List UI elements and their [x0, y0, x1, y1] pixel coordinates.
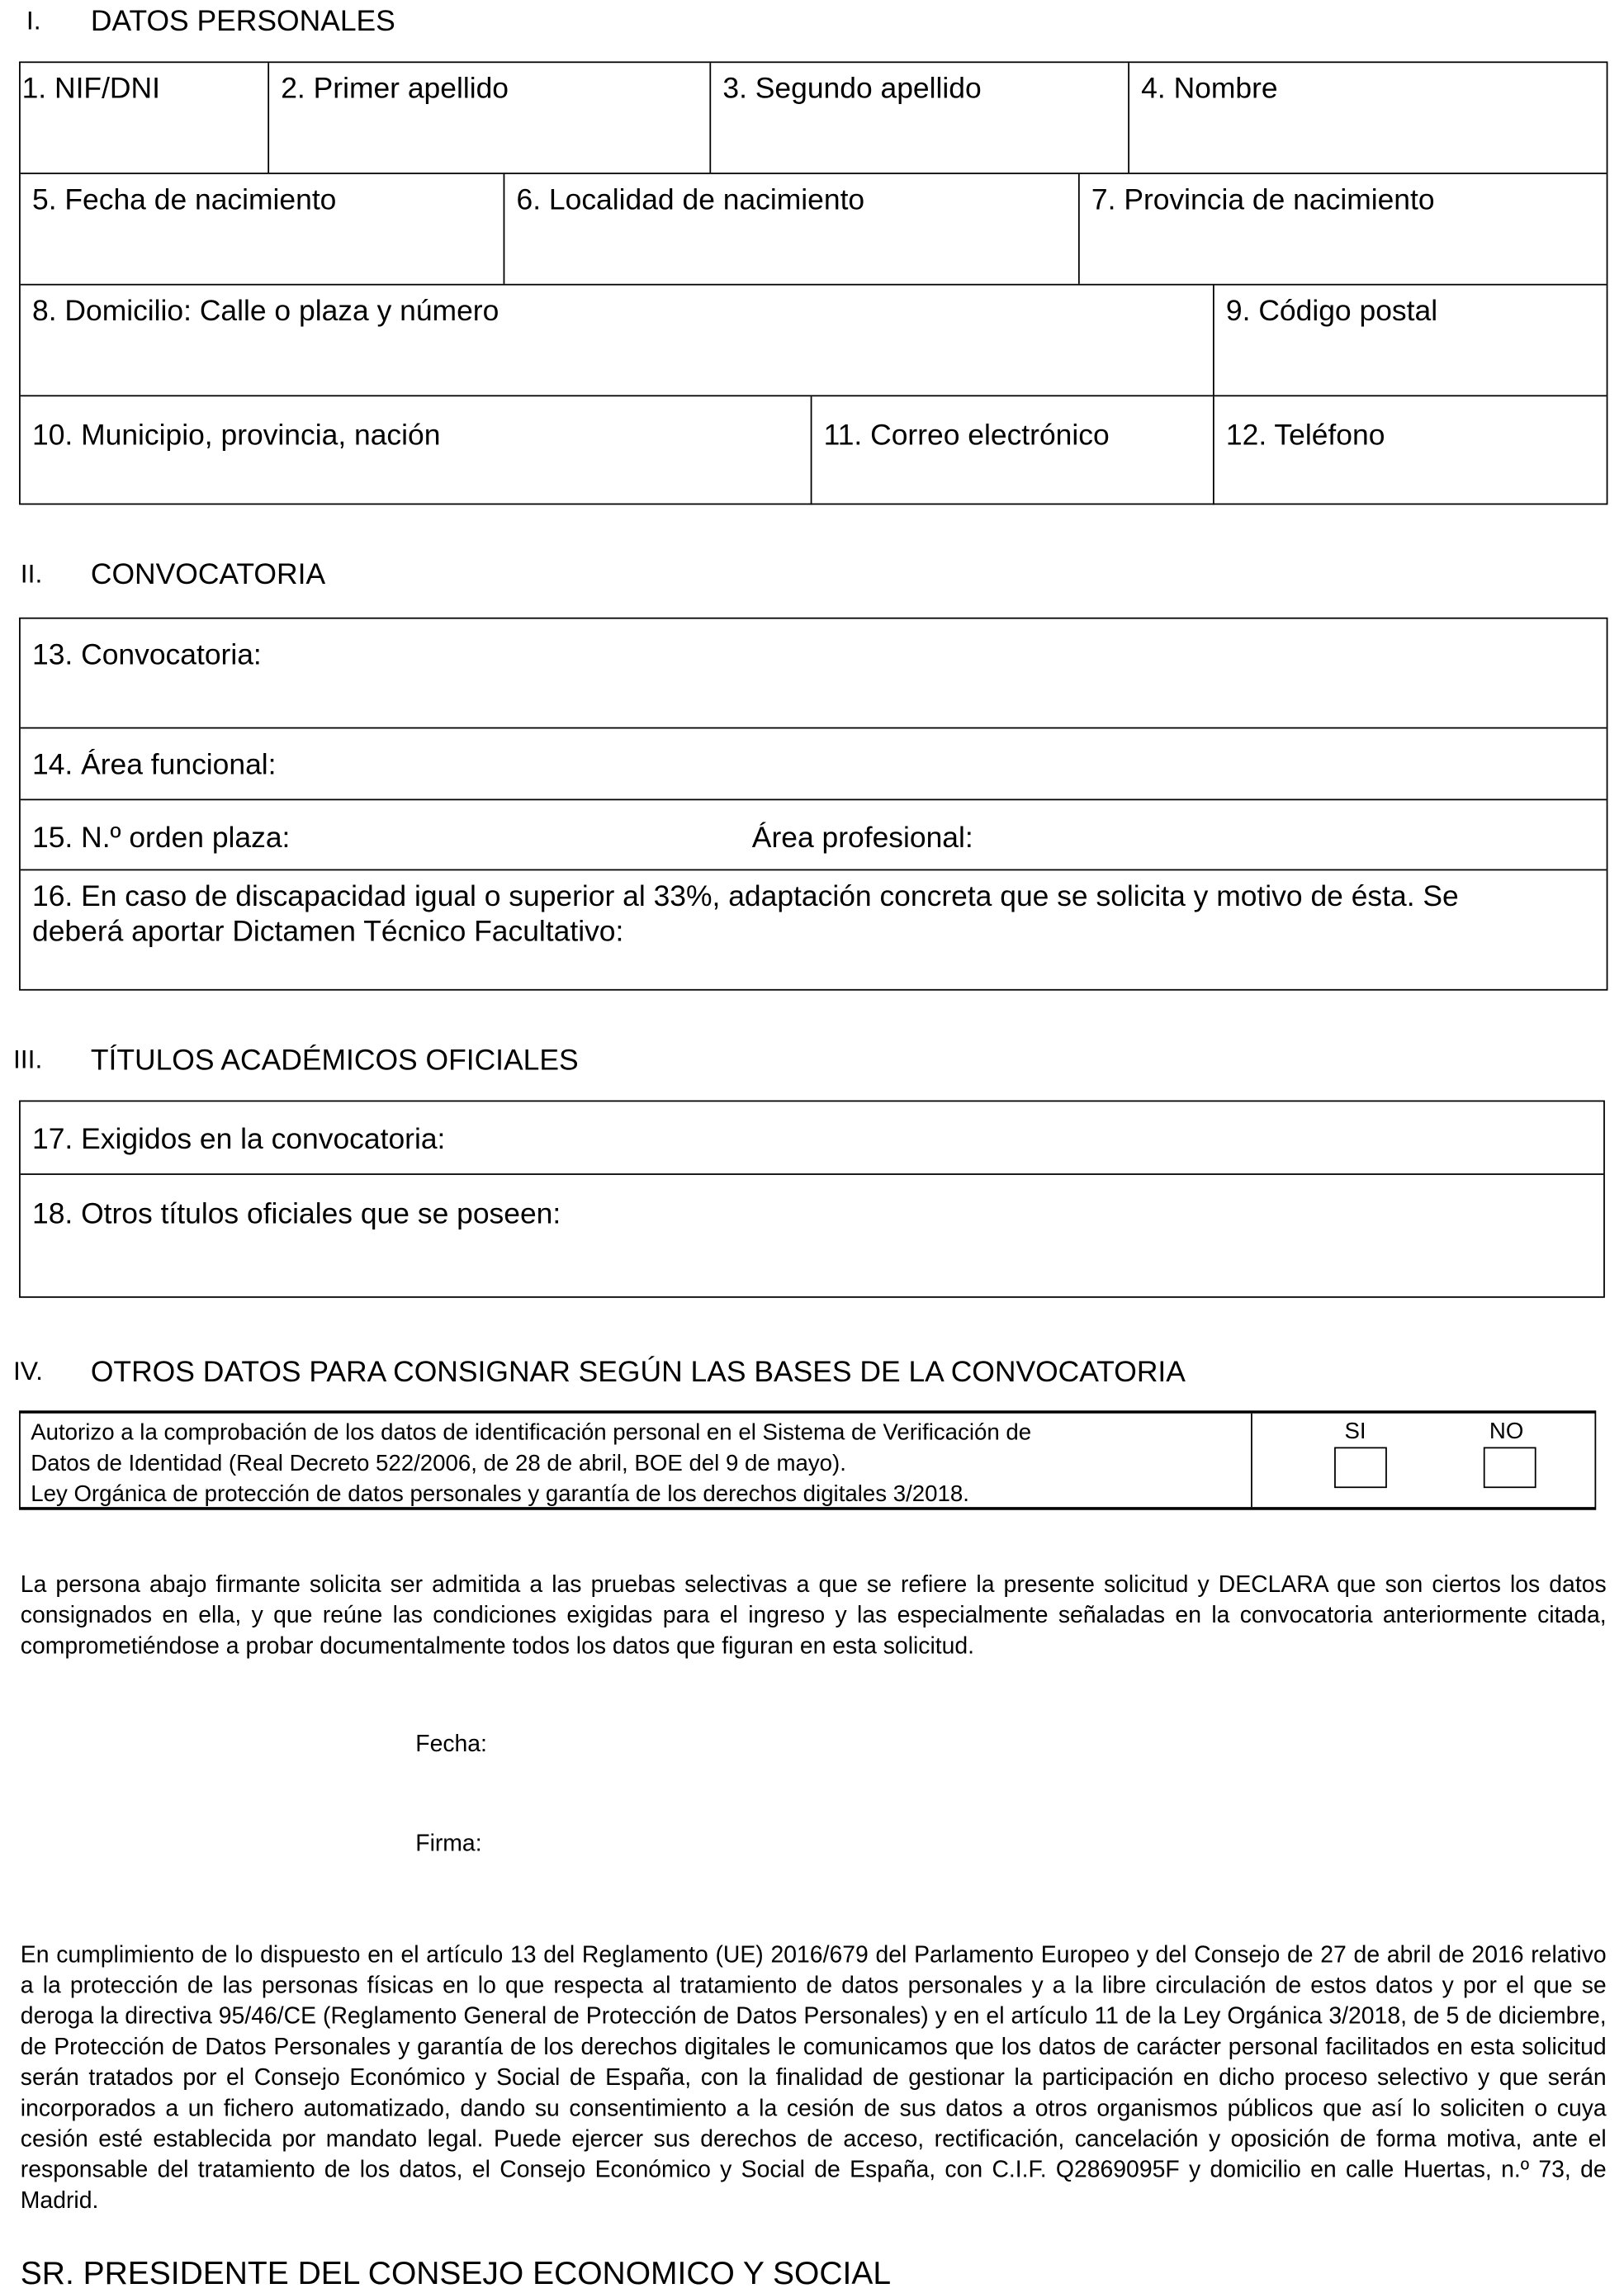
- field-label: 9. Código postal: [1225, 295, 1438, 328]
- field-codigo-postal[interactable]: [1213, 286, 1607, 396]
- section-number: I.: [26, 6, 41, 36]
- field-label: 10. Municipio, provincia, nación: [31, 419, 441, 452]
- si-checkbox[interactable]: [1334, 1447, 1387, 1489]
- section-title: DATOS PERSONALES: [90, 6, 395, 39]
- addressee: SR. PRESIDENTE DEL CONSEJO ECONOMICO Y SOCIAL: [20, 2254, 892, 2291]
- titulos-table: [19, 1101, 1605, 1298]
- section-number: IV.: [12, 1356, 44, 1386]
- field-titulos-exigidos[interactable]: [21, 1101, 1603, 1175]
- field-label: 7. Provincia de nacimiento: [1091, 184, 1435, 217]
- section-title: OTROS DATOS PARA CONSIGNAR SEGÚN LAS BASES DE LA CONVOCATORIA: [90, 1356, 1186, 1389]
- fecha-label: Fecha:: [415, 1732, 487, 1758]
- convocatoria-table: [19, 618, 1607, 991]
- field-primer-apellido[interactable]: [268, 63, 709, 173]
- field-municipio[interactable]: [21, 396, 811, 505]
- field-label: 14. Área funcional:: [31, 749, 277, 782]
- section-title: TÍTULOS ACADÉMICOS OFICIALES: [90, 1045, 579, 1078]
- autorizacion-line: Datos de Identidad (Real Decreto 522/2006, de 28 de abril, BOE del 9 de mayo).: [31, 1451, 846, 1476]
- autorizacion-table: [19, 1410, 1596, 1509]
- field-domicilio[interactable]: [21, 286, 1213, 396]
- field-provincia-nacimiento[interactable]: [1078, 174, 1607, 284]
- field-label: 16. En caso de discapacidad igual o superior al 33%, adaptación concreta que se solicita y motivo de ésta. Se deberá aportar Dictamen Técnico Facultativo:: [31, 880, 1459, 949]
- field-label: 3. Segundo apellido: [722, 73, 982, 106]
- field-label: 12. Teléfono: [1225, 419, 1385, 452]
- field-telefono[interactable]: [1213, 396, 1607, 505]
- legal-notice: En cumplimiento de lo dispuesto en el artículo 13 del Reglamento (UE) 2016/679 del Parlamento Europeo y del Consejo de 27 de abril de 2016 relativo a la protección de las personas físicas en lo que respecta al tratamiento de datos personales y a la libre circulación de estos datos y por el que se deroga la directiva 95/46/CE (Reglamento General de Protección de Datos Personales) y en el artículo 11 de la Ley Orgánica 3/2018, de 5 de diciembre, de Protección de Datos Personales y garantía de los derechos digitales le comunicamos que los datos de carácter personal facilitados en esta solicitud serán tratados por el Consejo Económico y Social de España, con la finalidad de gestionar la participación en dicho proceso selectivo y que serán incorporados a un fichero automatizado, dando su consentimiento a la cesión de sus datos a otros organismos públicos que así lo soliciten o cuya cesión esté establecida por mandato legal. Puede ejercer sus derechos de acceso, rectificación, cancelación y oposición de forma motiva, ante el responsable del tratamiento de los datos, el Consejo Económico y Social de España, con C.I.F. Q2869095F y domicilio en calle Huertas, n.º 73, de Madrid.: [20, 1943, 1607, 2215]
- field-label: 1. NIF/DNI: [21, 73, 160, 106]
- field-localidad-nacimiento[interactable]: [504, 174, 1078, 284]
- no-label: NO: [1489, 1419, 1524, 1444]
- field-orden-plaza[interactable]: [21, 800, 1607, 870]
- section-number: II.: [20, 558, 43, 589]
- field-label: 17. Exigidos en la convocatoria:: [31, 1123, 446, 1156]
- field-fecha-nacimiento[interactable]: [21, 174, 504, 284]
- field-label: 11. Correo electrónico: [823, 419, 1110, 452]
- autorizacion-text: [31, 1418, 1031, 1510]
- firma-label: Firma:: [415, 1831, 482, 1857]
- field-nombre[interactable]: [1128, 63, 1606, 173]
- field-label: 13. Convocatoria:: [31, 639, 262, 672]
- field-convocatoria[interactable]: [21, 619, 1607, 729]
- field-label: 8. Domicilio: Calle o plaza y número: [31, 295, 500, 328]
- field-label: 15. N.º orden plaza:: [31, 822, 291, 855]
- section-title: CONVOCATORIA: [90, 558, 326, 591]
- field-correo[interactable]: [811, 396, 1213, 505]
- field-label: 18. Otros títulos oficiales que se poseen:: [31, 1198, 561, 1231]
- section-number: III.: [12, 1045, 43, 1074]
- field-otros-titulos[interactable]: [21, 1175, 1603, 1298]
- field-label: 4. Nombre: [1141, 73, 1278, 106]
- autorizacion-line: Ley Orgánica de protección de datos personales y garantía de los derechos digitales 3/2018.: [31, 1482, 969, 1508]
- field-label: 2. Primer apellido: [281, 73, 509, 106]
- field-area-funcional[interactable]: [21, 728, 1607, 800]
- field-label: 6. Localidad de nacimiento: [516, 184, 865, 217]
- declaracion-text: La persona abajo firmante solicita ser admitida a las pruebas selectivas a que se refiere la presente solicitud y DECLARA que son ciertos los datos consignados en ella, y que reúne las condiciones exigidas para el ingreso y las especialmente señaladas en la convocatoria anteriormente citada, comprometiéndose a probar documentalmente todos los datos que figuran en esta solicitud.: [20, 1572, 1607, 1660]
- autorizacion-line: Autorizo a la comprobación de los datos de identificación personal en el Sistema de Verificación de: [31, 1420, 1032, 1446]
- field-discapacidad[interactable]: [21, 870, 1607, 990]
- personal-data-table: [19, 61, 1607, 505]
- si-label: SI: [1344, 1419, 1366, 1444]
- no-checkbox[interactable]: [1484, 1447, 1536, 1489]
- field-segundo-apellido[interactable]: [709, 63, 1128, 173]
- field-label: 5. Fecha de nacimiento: [31, 184, 337, 217]
- field-label-area-profesional: Área profesional:: [751, 822, 973, 855]
- field-nif[interactable]: [21, 63, 268, 173]
